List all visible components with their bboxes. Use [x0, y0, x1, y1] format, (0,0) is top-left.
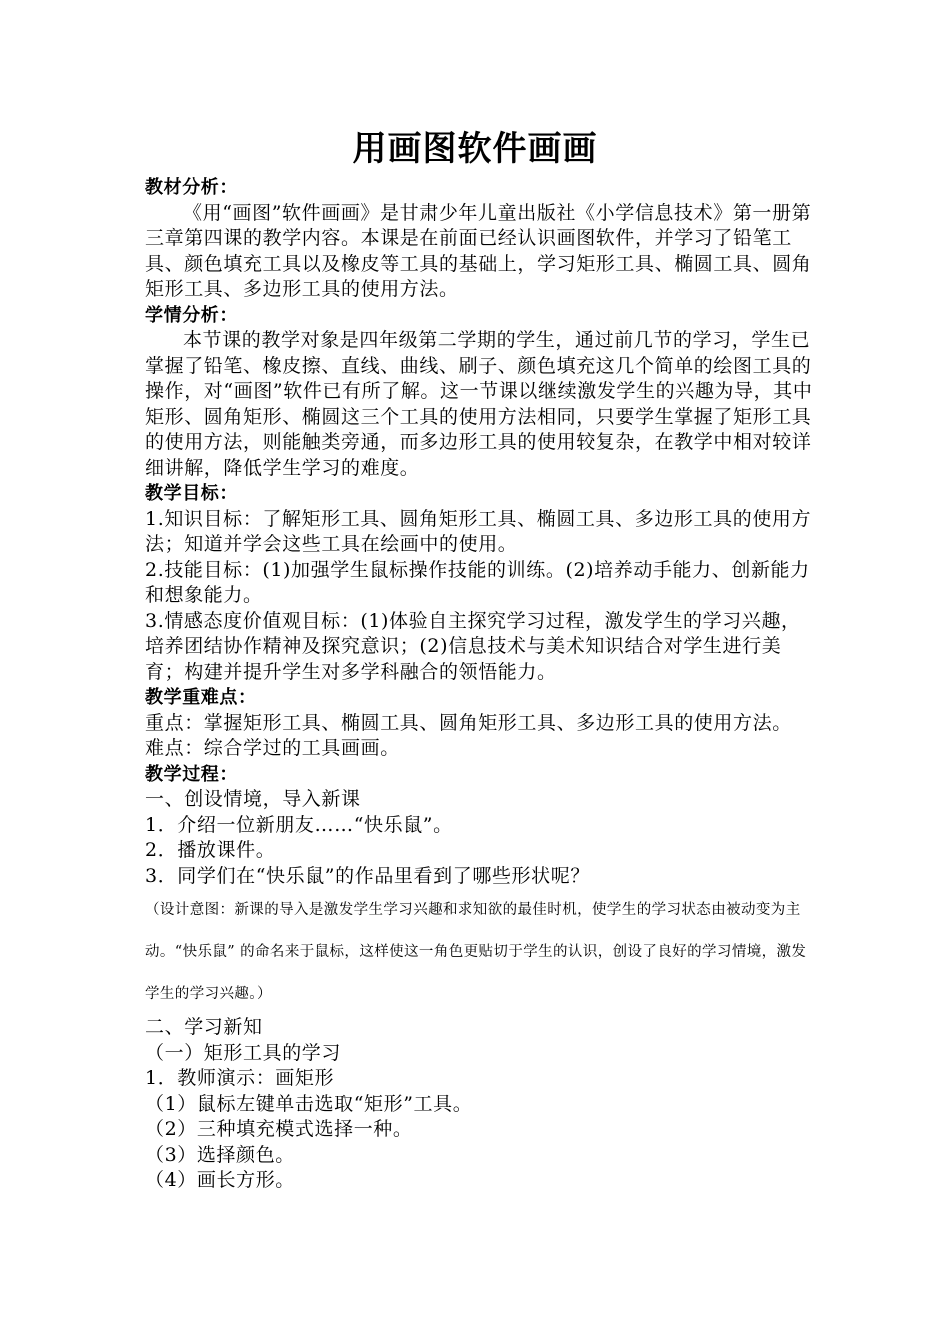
key-point: 重点：掌握矩形工具、椭圆工具、圆角矩形工具、多边形工具的使用方法。	[145, 711, 792, 734]
process-part-1-step-2: 2．播放课件。	[145, 839, 276, 861]
paragraph-learner-analysis: 本节课的教学对象是四年级第二学期的学生，通过前几节的学习，学生已掌握了铅笔、橡皮擦、直线、曲线、刷子、颜色填充这几个简单的绘图工具的操作，对“画图”软件已有所了解。这一节课以继续激发学生的兴趣为导，其中矩形、圆角矩形、椭圆这三个工具的使用方法相同，只要学生掌握了矩形工具的使用方法，则能触类旁通，而多边形工具的使用较复杂，在教学中相对较详细讲解，降低学生学习的难度。	[145, 329, 813, 479]
goal-knowledge: 1.知识目标：了解矩形工具、圆角矩形工具、椭圆工具、多边形工具的使用方法；知道并学会这些工具在绘画中的使用。	[145, 507, 812, 555]
document-body	[145, 175, 815, 1194]
heading-teaching-goals: 教学目标：	[145, 483, 238, 504]
process-part-2-step-1-d: （4）画长方形。	[145, 1169, 295, 1191]
process-part-2-sub-1: （一）矩形工具的学习	[145, 1041, 342, 1064]
process-part-2-step-1-c: （3）选择颜色。	[145, 1143, 295, 1166]
goal-skill: 2.技能目标：(1)加强学生鼠标操作技能的训练。(2)培养动手能力、创新能力和想象能力。	[145, 558, 810, 606]
heading-learner-analysis: 学情分析：	[145, 304, 238, 326]
paragraph-textbook-analysis: 《用“画图”软件画画》是甘肃少年儿童出版社《小学信息技术》第一册第三章第四课的教学内容。本课是在前面已经认识画图软件，并学习了铅笔工具、颜色填充工具以及橡皮等工具的基础上，学习矩形工具、椭圆工具、圆角矩形工具、多边形工具的使用方法。	[145, 201, 812, 300]
process-part-1-step-3: 3．同学们在“快乐鼠”的作品里看到了哪些形状呢？	[145, 864, 590, 887]
heading-teaching-process: 教学过程：	[145, 763, 238, 785]
process-part-2-step-1-b: （2）三种填充模式选择一种。	[145, 1118, 413, 1140]
process-part-2-step-1-a: （1）鼠标左键单击选取“矩形”工具。	[145, 1092, 473, 1115]
design-intent-note: （设计意图：新课的导入是激发学生学习兴趣和求知欲的最佳时机，使学生的学习状态由被动变为主动。“快乐鼠” 的命名来于鼠标，这样使这一角色更贴切于学生的认识，创设了良好的学习情境，激发学生的学习兴趣。）	[145, 902, 807, 1002]
process-part-1: 一、创设情境，导入新课	[145, 788, 361, 810]
process-part-1-step-1: 1．介绍一位新朋友……“快乐鼠”。	[145, 813, 453, 836]
heading-textbook-analysis: 教材分析：	[145, 177, 238, 198]
process-part-2: 二、学习新知	[145, 1016, 263, 1038]
process-part-2-step-1: 1．教师演示：画矩形	[145, 1067, 335, 1089]
goal-attitude: 3.情感态度价值观目标：(1)体验自主探究学习过程，激发学生的学习兴趣，培养团结协作精神及探究意识；(2)信息技术与美术知识结合对学生进行美育；构建并提升学生对多学科融合的领悟能力。	[145, 609, 801, 683]
difficult-point: 难点：综合学过的工具画画。	[145, 737, 400, 759]
document-title: 用画图软件画画	[352, 129, 598, 169]
heading-key-difficult-points: 教学重难点：	[145, 687, 257, 708]
